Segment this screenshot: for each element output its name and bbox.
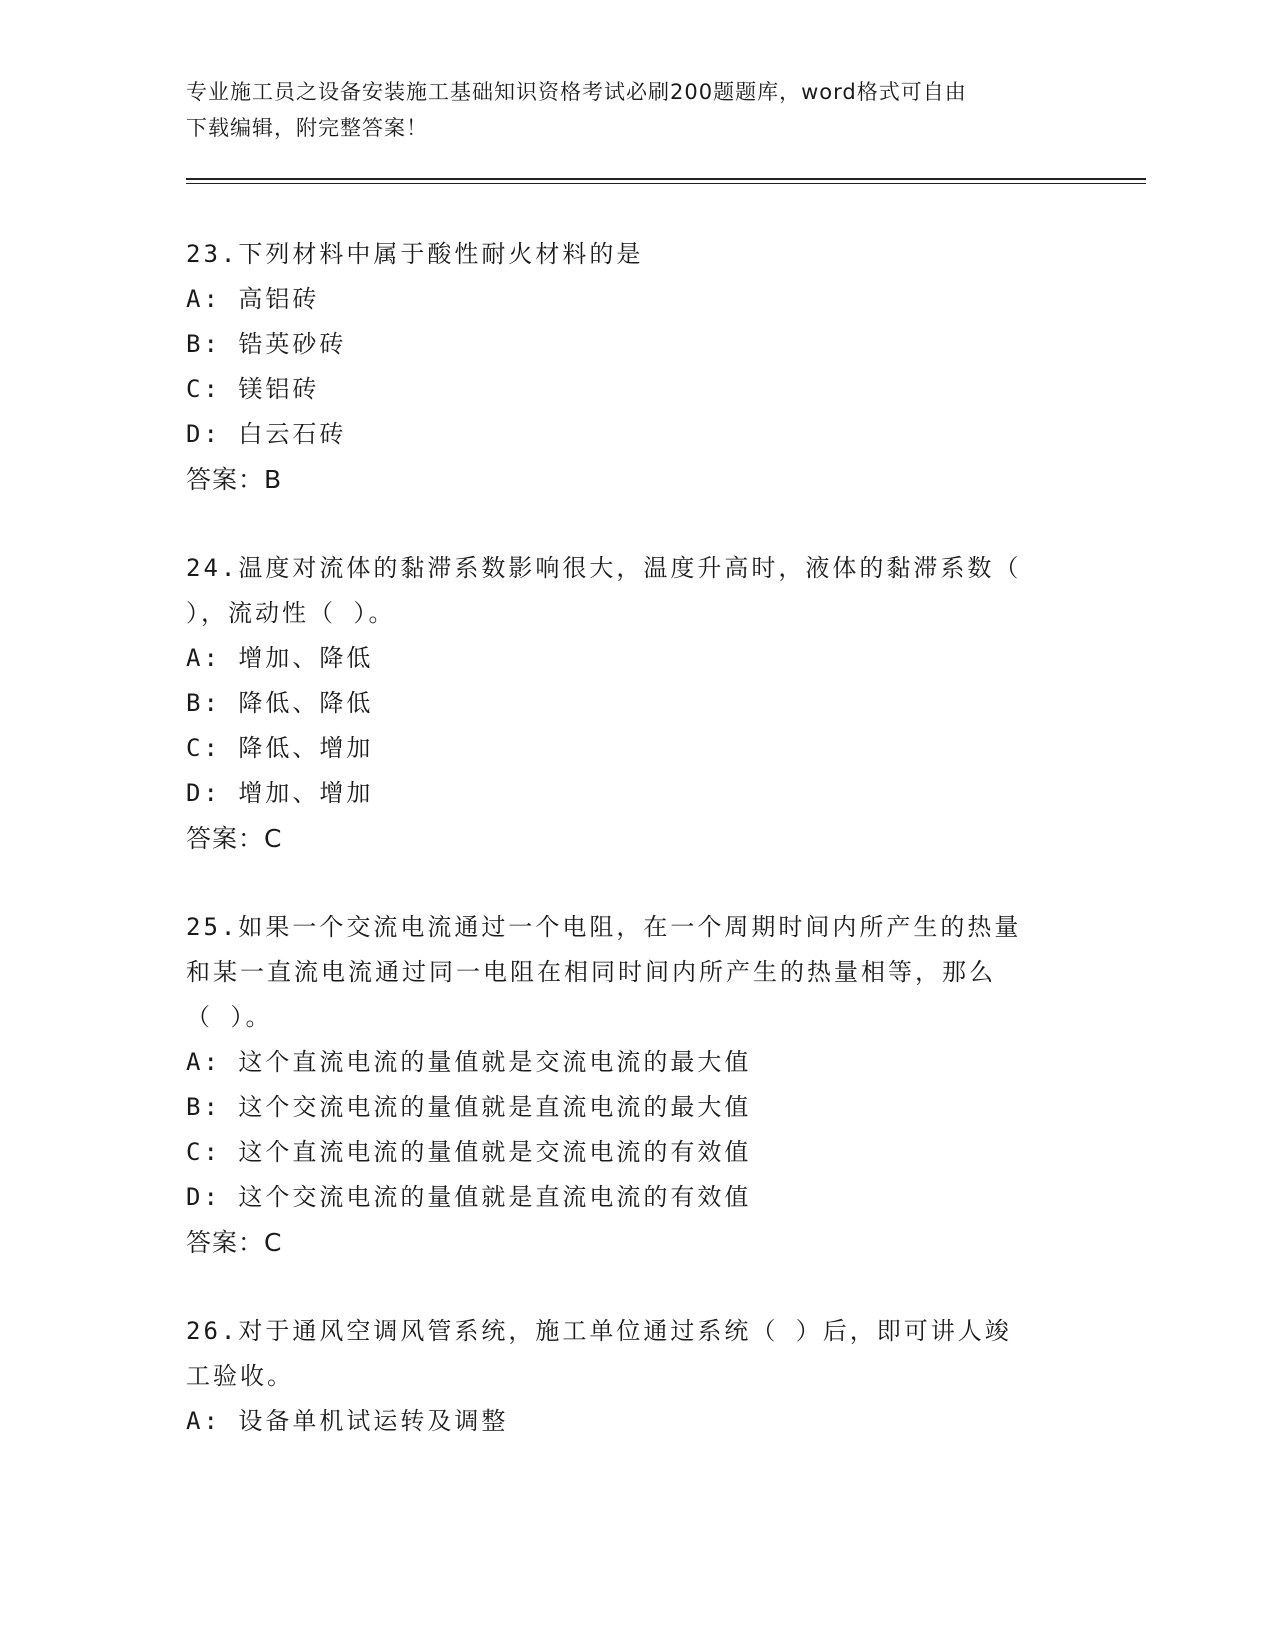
question-stem-continued: ），流动性（ ）。 xyxy=(186,599,396,627)
option-a: A: 高铝砖 xyxy=(186,285,320,313)
option-b: B: 锆英砂砖 xyxy=(186,330,347,358)
answer-line: 答案：C xyxy=(186,824,283,853)
question-24 xyxy=(186,546,1066,861)
question-list xyxy=(186,232,1066,1488)
option-c: C: 这个直流电流的量值就是交流电流的有效值 xyxy=(186,1138,752,1166)
header-line-2: 下载编辑，附完整答案！ xyxy=(186,116,428,140)
option-c: C: 镁铝砖 xyxy=(186,375,320,403)
question-stem-continued: 工验收。 xyxy=(186,1362,294,1390)
question-stem-continued: （ ）。 xyxy=(186,1003,273,1031)
question-stem: 26.对于通风空调风管系统，施工单位通过系统（ ）后，即可讲人竣 xyxy=(186,1317,1012,1345)
option-a: A: 这个直流电流的量值就是交流电流的最大值 xyxy=(186,1048,752,1076)
question-stem-continued: 和某一直流电流通过同一电阻在相同时间内所产生的热量相等，那么 xyxy=(186,958,996,986)
option-d: D: 增加、增加 xyxy=(186,779,374,807)
option-c: C: 降低、增加 xyxy=(186,734,374,762)
question-25 xyxy=(186,905,1066,1265)
question-23 xyxy=(186,232,1066,502)
question-stem: 23.下列材料中属于酸性耐火材料的是 xyxy=(186,240,644,268)
header-line-1: 专业施工员之设备安装施工基础知识资格考试必刷200题题库，word格式可自由 xyxy=(186,80,967,104)
question-stem: 25.如果一个交流电流通过一个电阻，在一个周期时间内所产生的热量 xyxy=(186,913,1022,941)
answer-line: 答案：B xyxy=(186,465,283,494)
option-a: A: 增加、降低 xyxy=(186,644,374,672)
option-d: D: 这个交流电流的量值就是直流电流的有效值 xyxy=(186,1183,752,1211)
option-b: B: 降低、降低 xyxy=(186,689,374,717)
option-a: A: 设备单机试运转及调整 xyxy=(186,1407,509,1435)
option-b: B: 这个交流电流的量值就是直流电流的最大值 xyxy=(186,1093,752,1121)
document-header xyxy=(186,74,1066,146)
header-divider-thin xyxy=(186,183,1146,184)
question-26 xyxy=(186,1309,1066,1444)
question-stem: 24.温度对流体的黏滞系数影响很大，温度升高时，液体的黏滞系数（ xyxy=(186,554,1022,582)
answer-line: 答案：C xyxy=(186,1228,283,1257)
header-divider-thick xyxy=(186,178,1146,180)
option-d: D: 白云石砖 xyxy=(186,420,347,448)
